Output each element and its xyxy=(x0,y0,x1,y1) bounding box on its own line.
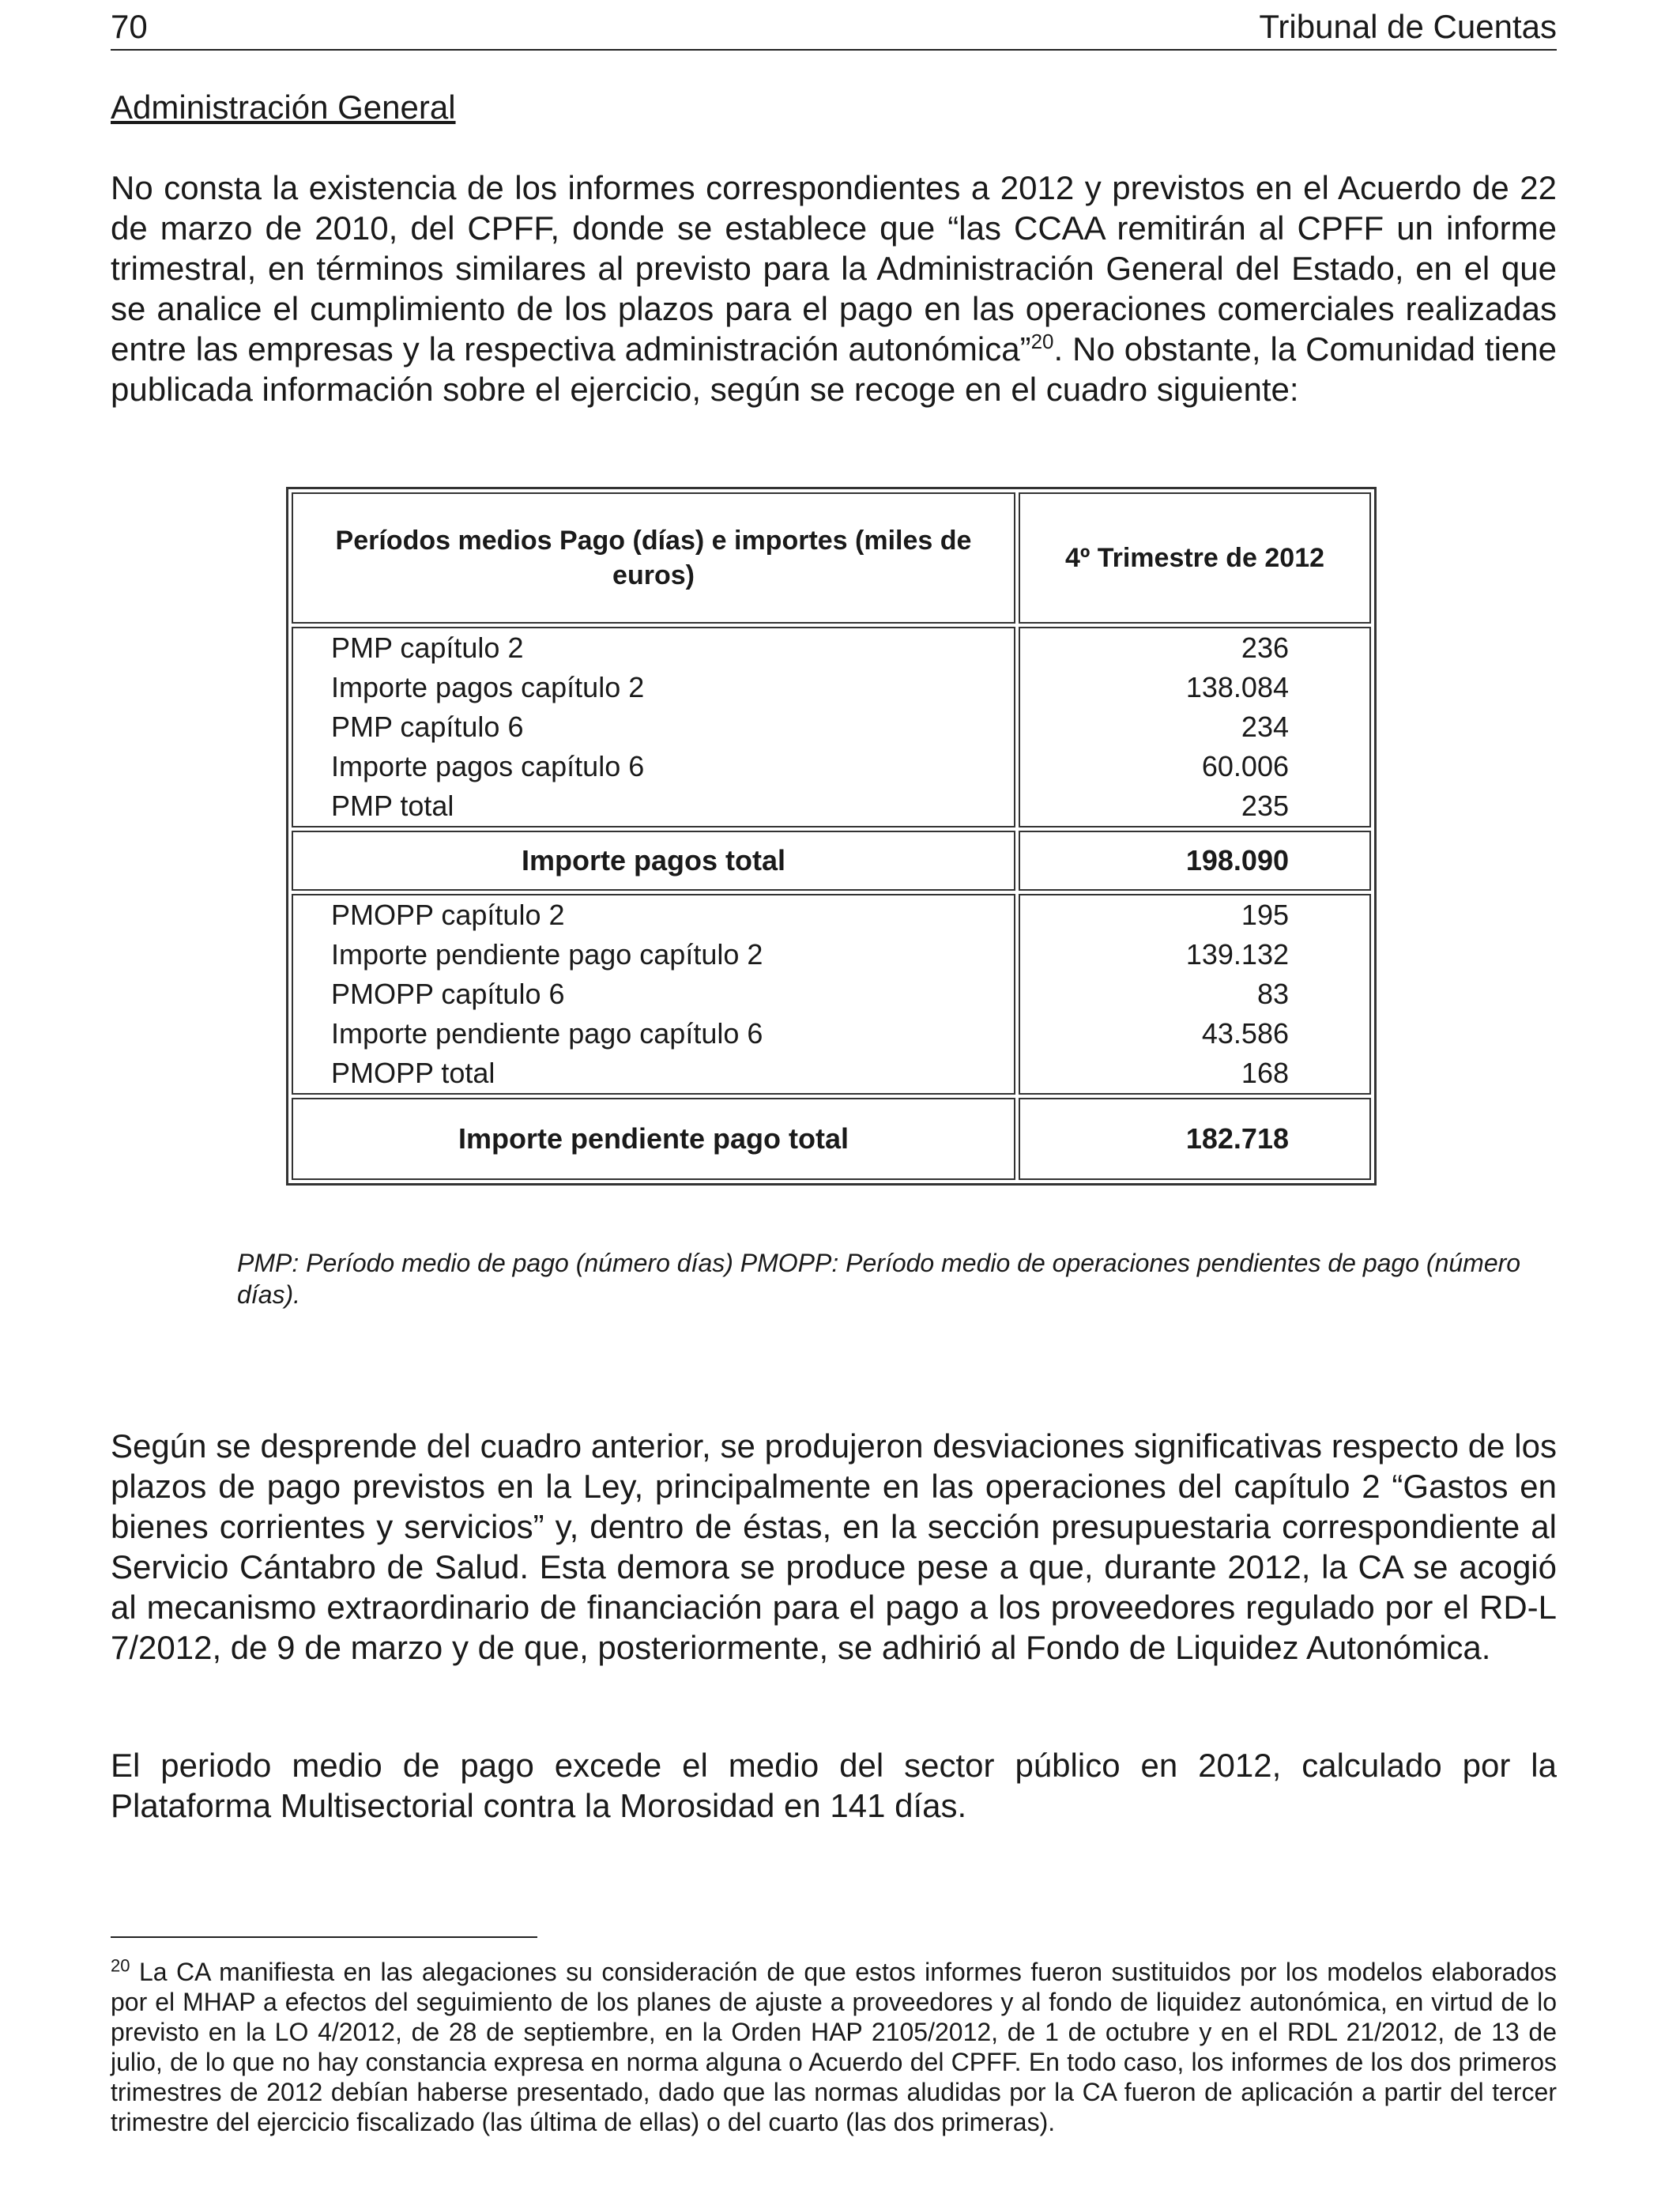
total-payments-label: Importe pagos total xyxy=(292,831,1015,891)
table-row-value: 235 xyxy=(1241,790,1289,822)
table-group-pending xyxy=(292,894,1371,1095)
total-pending-label: Importe pendiente pago total xyxy=(292,1098,1015,1180)
table-row-value: 168 xyxy=(1241,1057,1289,1089)
table-row-value: 236 xyxy=(1241,631,1289,664)
table-row-value: 234 xyxy=(1241,711,1289,743)
institution-name: Tribunal de Cuentas xyxy=(1259,8,1557,45)
intro-paragraph xyxy=(111,168,1557,409)
table-header-row xyxy=(292,492,1371,624)
table-row-value: 138.084 xyxy=(1185,671,1289,703)
total-payments-value: 198.090 xyxy=(1019,831,1371,891)
table-row-value: 43.586 xyxy=(1201,1017,1289,1050)
payment-periods-table xyxy=(286,487,1377,1186)
table-note: PMP: Período medio de pago (número días) PMOPP: Período medio de operaciones pendientes de pago (número días). xyxy=(237,1249,1521,1309)
page-header xyxy=(111,8,1557,51)
analysis-paragraph: Según se desprende del cuadro anterior, se produjeron desviaciones significativas respecto de los plazos de pago previstos en la Ley, principalmente en las operaciones del capítulo 2 “Gastos en bienes corrientes y servicios” y, dentro de éstas, en la sección presupuestaria correspondiente al Servicio Cántabro de Salud. Esta demora se produce pese a que, durante 2012, la CA se acogió al mecanismo extraordinario de financiación para el pago a los proveedores regulado por el RD-L 7/2012, de 9 de marzo y de que, posteriormente, se adhirió al Fondo de Liquidez Autonómica. xyxy=(111,1427,1557,1666)
footnote-number: 20 xyxy=(111,1955,130,1976)
table-header-period: 4º Trimestre de 2012 xyxy=(1019,492,1371,624)
document-page xyxy=(111,0,1557,2194)
page-number: 70 xyxy=(111,8,148,45)
group2-values xyxy=(1019,894,1371,1095)
table-row-label: Importe pagos capítulo 6 xyxy=(331,750,645,782)
intro-text: No consta la existencia de los informes correspondientes a 2012 y previstos en el Acuerdo de 22 de marzo de 2010, del CPFF, donde se establece que “las CCAA remitirán al CPFF un informe trimestral, en términos similares al previsto para la Administración General del Estado, en el que se analice el cumplimiento de los plazos para el pago en las operaciones comerciales realizadas entre las empresas y la respectiva administración autonómica” xyxy=(111,169,1557,368)
table-total-payments-row xyxy=(292,831,1371,891)
conclusion-paragraph: El periodo medio de pago excede el medio del sector público en 2012, calculado por la Plataforma Multisectorial contra la Morosidad en 141 días. xyxy=(111,1747,1557,1824)
table-row-value: 195 xyxy=(1241,899,1289,931)
table-row-label: PMOPP capítulo 2 xyxy=(331,899,565,931)
group1-labels xyxy=(292,627,1015,827)
table-row-label: Importe pagos capítulo 2 xyxy=(331,671,645,703)
table-row-label: PMOPP capítulo 6 xyxy=(331,978,565,1010)
group1-values xyxy=(1019,627,1371,827)
table-total-pending-row xyxy=(292,1098,1371,1180)
table-row-label: PMP total xyxy=(331,790,454,822)
footnote-separator xyxy=(111,1936,537,1938)
table-row-value: 83 xyxy=(1256,978,1289,1010)
section-title: Administración General xyxy=(111,89,456,126)
footnote xyxy=(111,1957,1557,2137)
footnote-text: La CA manifiesta en las alegaciones su consideración de que estos informes fueron sustituidos por los modelos elaborados por el MHAP a efectos del seguimiento de los planes de ajuste a proveedores y al fondo de liquidez autonómica, en virtud de lo previsto en la LO 4/2012, de 28 de septiembre, en la Orden HAP 2105/2012, de 1 de octubre y en el RDL 21/2012, de 13 de julio, de lo que no hay constancia expresa en norma alguna o Acuerdo del CPFF. En todo caso, los informes de los dos primeros trimestres de 2012 debían haberse presentado, dado que las normas aludidas por la CA fueron de aplicación a partir del tercer trimestre del ejercicio fiscalizado (las última de ellas) o del cuarto (las dos primeras). xyxy=(111,1958,1558,2136)
intro-text-after: . No obstante, la Comunidad tiene publicada información sobre el ejercicio, según se recoge en el cuadro siguiente: xyxy=(111,330,1557,408)
table-row-value: 139.132 xyxy=(1185,938,1289,971)
table-row-label: Importe pendiente pago capítulo 6 xyxy=(331,1017,763,1050)
payment-table-wrapper xyxy=(286,487,1484,1211)
total-pending-value: 182.718 xyxy=(1019,1098,1371,1180)
table-row-label: PMP capítulo 2 xyxy=(331,631,524,664)
table-row-label: PMOPP total xyxy=(331,1057,495,1089)
table-row-label: PMP capítulo 6 xyxy=(331,711,524,743)
table-row-label: Importe pendiente pago capítulo 2 xyxy=(331,938,763,971)
table-row-value: 60.006 xyxy=(1201,750,1289,782)
footnote-reference: 20 xyxy=(1030,330,1054,353)
table-header-concept: Períodos medios Pago (días) e importes (miles de euros) xyxy=(292,492,1015,624)
table-group-payments xyxy=(292,627,1371,827)
group2-labels xyxy=(292,894,1015,1095)
